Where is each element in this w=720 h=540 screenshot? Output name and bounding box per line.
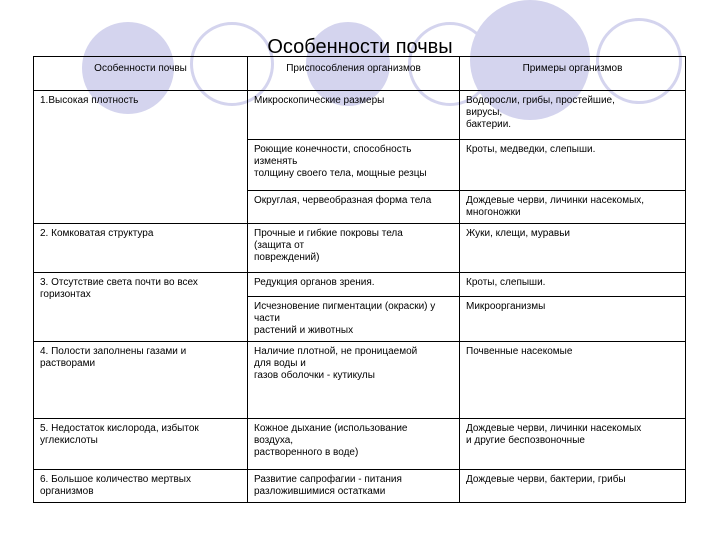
examples-cell: Дождевые черви, личинки насекомых, многоножки: [460, 191, 686, 224]
adaptation-cell: Наличие плотной, не проницаемой для воды и газов оболочки - кутикулы: [248, 342, 460, 419]
header-adaptations: Приспособления организмов: [248, 57, 460, 91]
header-examples: Примеры организмов: [460, 57, 686, 91]
examples-cell: Жуки, клещи, муравьи: [460, 224, 686, 273]
soil-features-table: [33, 56, 686, 503]
table-row: [34, 470, 686, 503]
adaptation-cell: Исчезновение пигментации (окраски) у части растений и животных: [248, 297, 460, 342]
examples-cell: Микроорганизмы: [460, 297, 686, 342]
header-features: Особенности почвы: [34, 57, 248, 91]
table-header-row: [34, 57, 686, 91]
table-row: [34, 91, 686, 140]
feature-cell: 5. Недостаток кислорода, избыток углекислоты: [34, 419, 248, 470]
feature-cell: 6. Большое количество мертвых организмов: [34, 470, 248, 503]
adaptation-cell: Кожное дыхание (использование воздуха, растворенного в воде): [248, 419, 460, 470]
examples-cell: Кроты, слепыши.: [460, 273, 686, 297]
examples-cell: Почвенные насекомые: [460, 342, 686, 419]
adaptation-cell: Развитие сапрофагии - питания разложившимися остатками: [248, 470, 460, 503]
feature-cell: 2. Комковатая структура: [34, 224, 248, 273]
feature-cell: 1.Высокая плотность: [34, 91, 248, 224]
page-title: Особенности почвы: [267, 36, 453, 58]
examples-cell: Дождевые черви, бактерии, грибы: [460, 470, 686, 503]
adaptation-cell: Роющие конечности, способность изменять толщину своего тела, мощные резцы: [248, 140, 460, 191]
table-row: [34, 419, 686, 470]
examples-cell: Водоросли, грибы, простейшие, вирусы, бактерии.: [460, 91, 686, 140]
table-row: [34, 342, 686, 419]
adaptation-cell: Прочные и гибкие покровы тела (защита от повреждений): [248, 224, 460, 273]
adaptation-cell: Микроскопические размеры: [248, 91, 460, 140]
adaptation-cell: Редукция органов зрения.: [248, 273, 460, 297]
examples-cell: Дождевые черви, личинки насекомых и другие беспозвоночные: [460, 419, 686, 470]
feature-cell: 3. Отсутствие света почти во всех горизонтах: [34, 273, 248, 342]
examples-cell: Кроты, медведки, слепыши.: [460, 140, 686, 191]
table-row: [34, 224, 686, 273]
table-row: [34, 273, 686, 297]
adaptation-cell: Округлая, червеобразная форма тела: [248, 191, 460, 224]
feature-cell: 4. Полости заполнены газами и растворами: [34, 342, 248, 419]
